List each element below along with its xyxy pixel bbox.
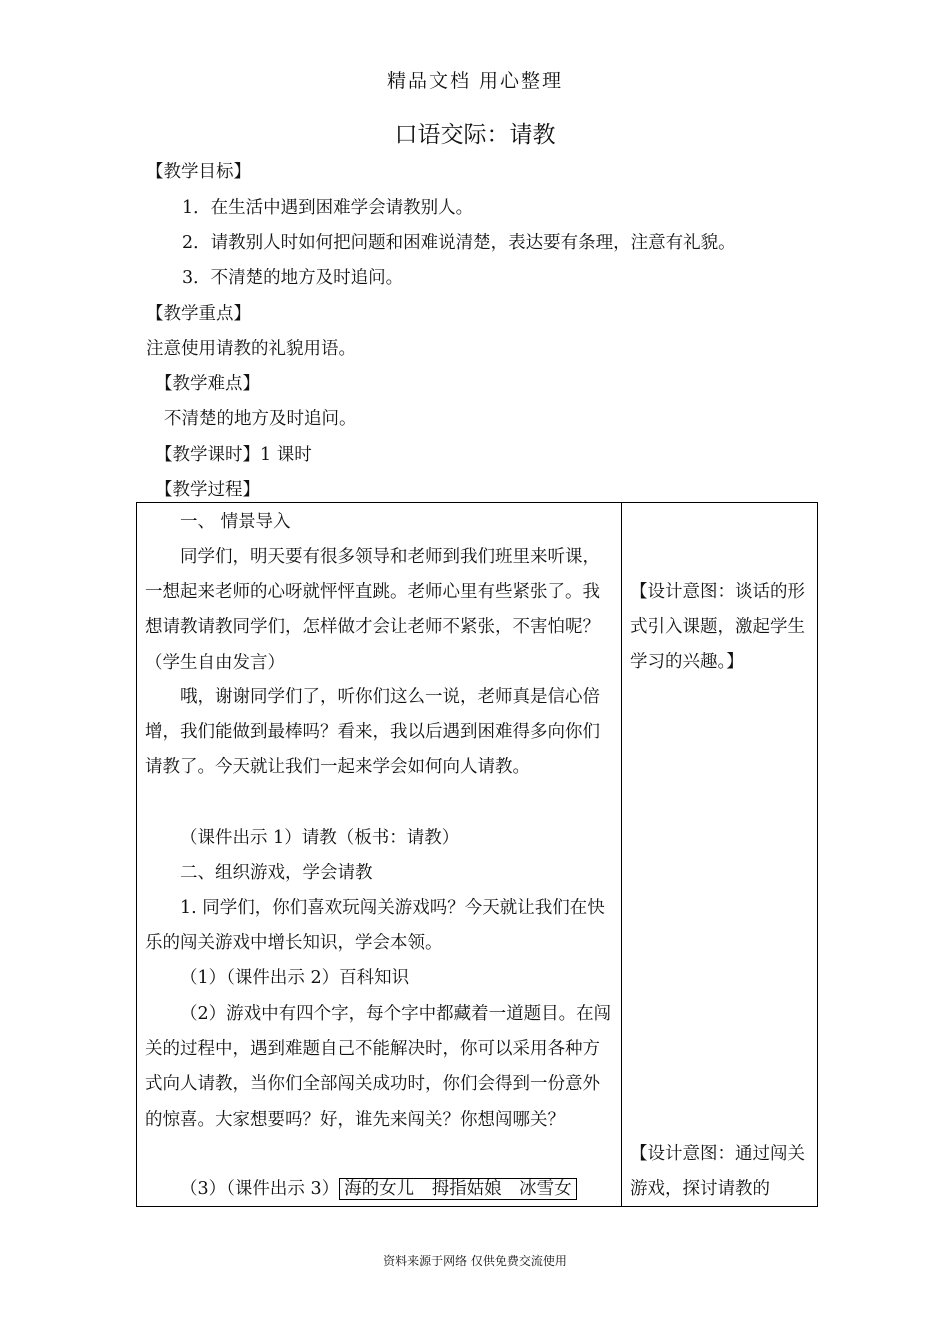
paragraph-slide-2: （1）（课件出示 2）百科知识 <box>180 968 410 988</box>
paragraph-game-rules: （2）游戏中有四个字，每个字中都藏着一道题目。在闯关的过程中，遇到难题自己不能解决时，你可以采用各种方式向人请教，当你们全部闯关成功时，你们会得到一份意外的惊喜。大家想要吗？好，谁先来闯关？你想闯哪关？ <box>145 1004 612 1130</box>
paragraph-intro: 同学们，明天要有很多领导和老师到我们班里来听课，一想起来老师的心呀就怦怦直跳。老师心里有些紧张了。我想请教请教同学们，怎样做才会让老师不紧张，不害怕呢？（学生自由发言） <box>145 547 600 673</box>
objectives-heading: 【教学目标】 <box>146 162 251 182</box>
design-note-1: 【设计意图：谈话的形式引入课题，激起学生学习的兴趣。】 <box>630 582 805 673</box>
paragraph-slide-1: （课件出示 1）请教（板书：请教） <box>180 828 460 848</box>
key-point-heading: 【教学重点】 <box>146 304 251 324</box>
objective-item-2: 2．请教别人时如何把问题和困难说清楚，表达要有条理，注意有礼貌。 <box>182 233 736 253</box>
objective-item-3: 3．不清楚的地方及时追问。 <box>182 268 404 288</box>
objective-item-1: 1．在生活中遇到困难学会请教别人。 <box>182 198 474 218</box>
design-note-2: 【设计意图：通过闯关游戏，探讨请教的 <box>630 1144 805 1200</box>
page-footer: 资料来源于网络 仅供免费交流使用 <box>383 1254 567 1268</box>
section-1-heading: 一、 情景导入 <box>180 512 291 532</box>
document-title: 口语交际：请教 <box>394 122 556 148</box>
hours-heading: 【教学课时】 <box>155 445 260 465</box>
key-point-text: 注意使用请教的礼貌用语。 <box>146 339 356 359</box>
story-titles-box: 海的女儿 拇指姑娘 冰雪女 <box>339 1178 577 1200</box>
process-heading: 【教学过程】 <box>155 480 260 500</box>
paragraph-game-intro: 1. 同学们，你们喜欢玩闯关游戏吗？今天就让我们在快乐的闯关游戏中增长知识，学会本领。 <box>145 898 605 954</box>
section-2-heading: 二、组织游戏，学会请教 <box>180 863 373 883</box>
design-notes-cell <box>622 503 818 1207</box>
lesson-process-table <box>136 502 818 1207</box>
difficulty-heading: 【教学难点】 <box>155 374 260 394</box>
hours-line <box>155 441 312 466</box>
paragraph-slide-3 <box>145 1172 615 1207</box>
page-banner: 精品文档 用心整理 <box>386 70 564 92</box>
paragraph-thanks: 哦，谢谢同学们了，听你们这么一说，老师真是信心倍增，我们能做到最棒吗？看来，我以后遇到困难得多向你们请教了。今天就让我们一起来学会如何向人请教。 <box>145 687 600 778</box>
difficulty-text: 不清楚的地方及时追问。 <box>164 409 357 429</box>
hours-text: 1 课时 <box>260 445 312 465</box>
process-content-cell <box>137 503 622 1207</box>
slide-3-prefix: （3）（课件出示 3） <box>180 1179 340 1199</box>
